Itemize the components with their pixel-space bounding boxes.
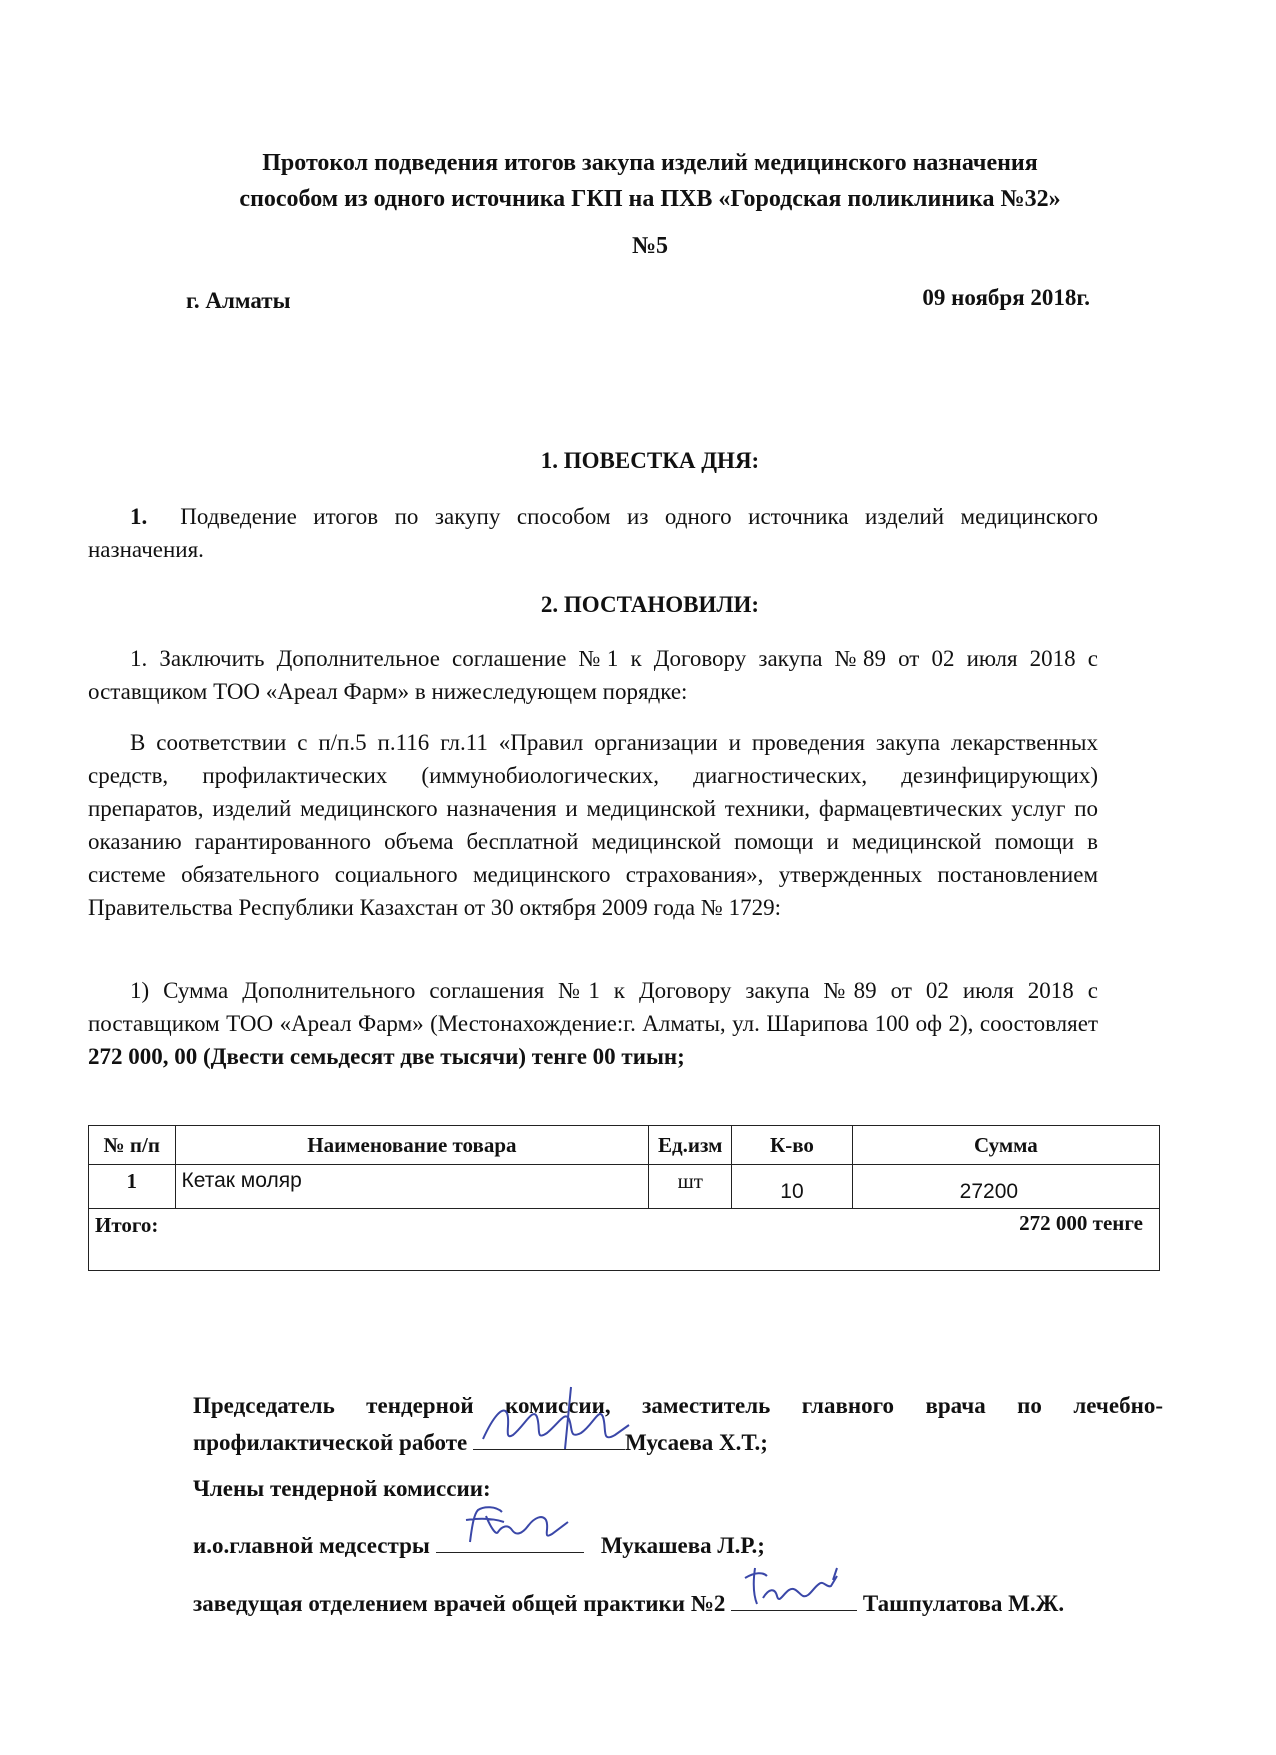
nurse-role: и.о.главной медсестры (193, 1533, 436, 1558)
members-title: Члены тендерной комиссии: (193, 1476, 491, 1501)
row-unit: шт (649, 1165, 732, 1209)
city: г. Алматы (186, 288, 291, 313)
total-cell (89, 1209, 1160, 1271)
date: 09 ноября 2018г. (922, 285, 1090, 310)
resolution-paragraph-2: В соответствии с п/п.5 п.116 гл.11 «Правил организации и проведения закупа лекарственных средств, профилактических (иммунобиологических, диагностических, дезинфицирующих) препаратов, изделий медицинского назначения и медицинской техники, фармацевтических услуг по оказанию гарантированного объема бесплатной медицинской помощи и медицинской помощи в системе обязательного социального медицинского страхования», утвержденных постановлением Правительства Республики Казахстан от 30 октября 2009 года № 1729: (88, 730, 1098, 920)
total-value: 272 000 тенге (1019, 1211, 1143, 1235)
chair-role: профилактической работе (193, 1430, 473, 1455)
agenda-item (88, 500, 1098, 566)
chair-signature-block (193, 1387, 1163, 1461)
goods-table (88, 1125, 1160, 1271)
agenda-item-text: Подведение итогов по закупу способом из одного источника изделий медицинского назначения. (88, 504, 1099, 562)
head-signature (737, 1558, 847, 1614)
resolution-paragraph-3 (88, 974, 1098, 1073)
header-qty: К-во (732, 1126, 853, 1165)
table-header-row (89, 1126, 1160, 1165)
header-number: № п/п (89, 1126, 176, 1165)
nurse-signature (456, 1496, 576, 1556)
title-line-1: Протокол подведения итогов закупа изделий медицинского назначения (262, 150, 1038, 176)
row-name: Кетак моляр (175, 1165, 649, 1209)
row-qty: 10 (732, 1165, 853, 1209)
chair-signature (473, 1377, 633, 1457)
head-name: Ташпулатова М.Ж. (862, 1591, 1065, 1616)
agenda-item-number: 1. (130, 504, 148, 529)
resolution-paragraph-1: 1. Заключить Дополнительное соглашение №1 к Договору закупа №89 от 02 июля 2018 с оставщиком ТОО «Ареал Фарм» в нижеследующем порядке: (88, 646, 1098, 704)
protocol-number: №5 (631, 233, 669, 259)
row-number: 1 (89, 1165, 176, 1209)
total-label: Итого: (95, 1213, 159, 1237)
resolved-title: 2. ПОСТАНОВИЛИ: (540, 592, 760, 617)
document-title (150, 145, 1150, 217)
contract-sum-amount: 272 000, 00 (Двести семьдесят две тысячи) тенге 00 тиын; (88, 1044, 685, 1069)
table-total-row (89, 1209, 1160, 1271)
head-role: заведущая отделением врачей общей практики №2 (193, 1591, 732, 1616)
nurse-signature-underline (436, 1530, 584, 1553)
row-sum: 27200 (852, 1165, 1159, 1209)
chair-name: Мусаева Х.Т.; (624, 1430, 768, 1455)
chair-line-1: Председатель тендерной комиссии, заместитель главного врача по лечебно- (193, 1393, 1163, 1418)
contract-sum-text: 1) Сумма Дополнительного соглашения №1 к Договору закупа №89 от 02 июля 2018 с поставщиком ТОО «Ареал Фарм» (Местонахождение:г. Алматы, ул. Шарипова 100 оф 2), соостовляет (88, 978, 1098, 1036)
nurse-name: Мукашева Л.Р.; (600, 1533, 765, 1558)
header-sum: Сумма (852, 1126, 1159, 1165)
agenda-title: 1. ПОВЕСТКА ДНЯ: (540, 448, 760, 473)
chair-line-2 (193, 1424, 1163, 1461)
head-signature-line (193, 1585, 1163, 1622)
table-row (89, 1165, 1160, 1209)
title-line-2: способом из одного источника ГКП на ПХВ «Городская поликлиника №32» (239, 186, 1061, 212)
nurse-signature-line (193, 1527, 1163, 1564)
header-name: Наименование товара (175, 1126, 649, 1165)
head-signature-underline (731, 1588, 857, 1611)
header-unit: Ед.изм (649, 1126, 732, 1165)
chair-signature-line (473, 1427, 625, 1450)
